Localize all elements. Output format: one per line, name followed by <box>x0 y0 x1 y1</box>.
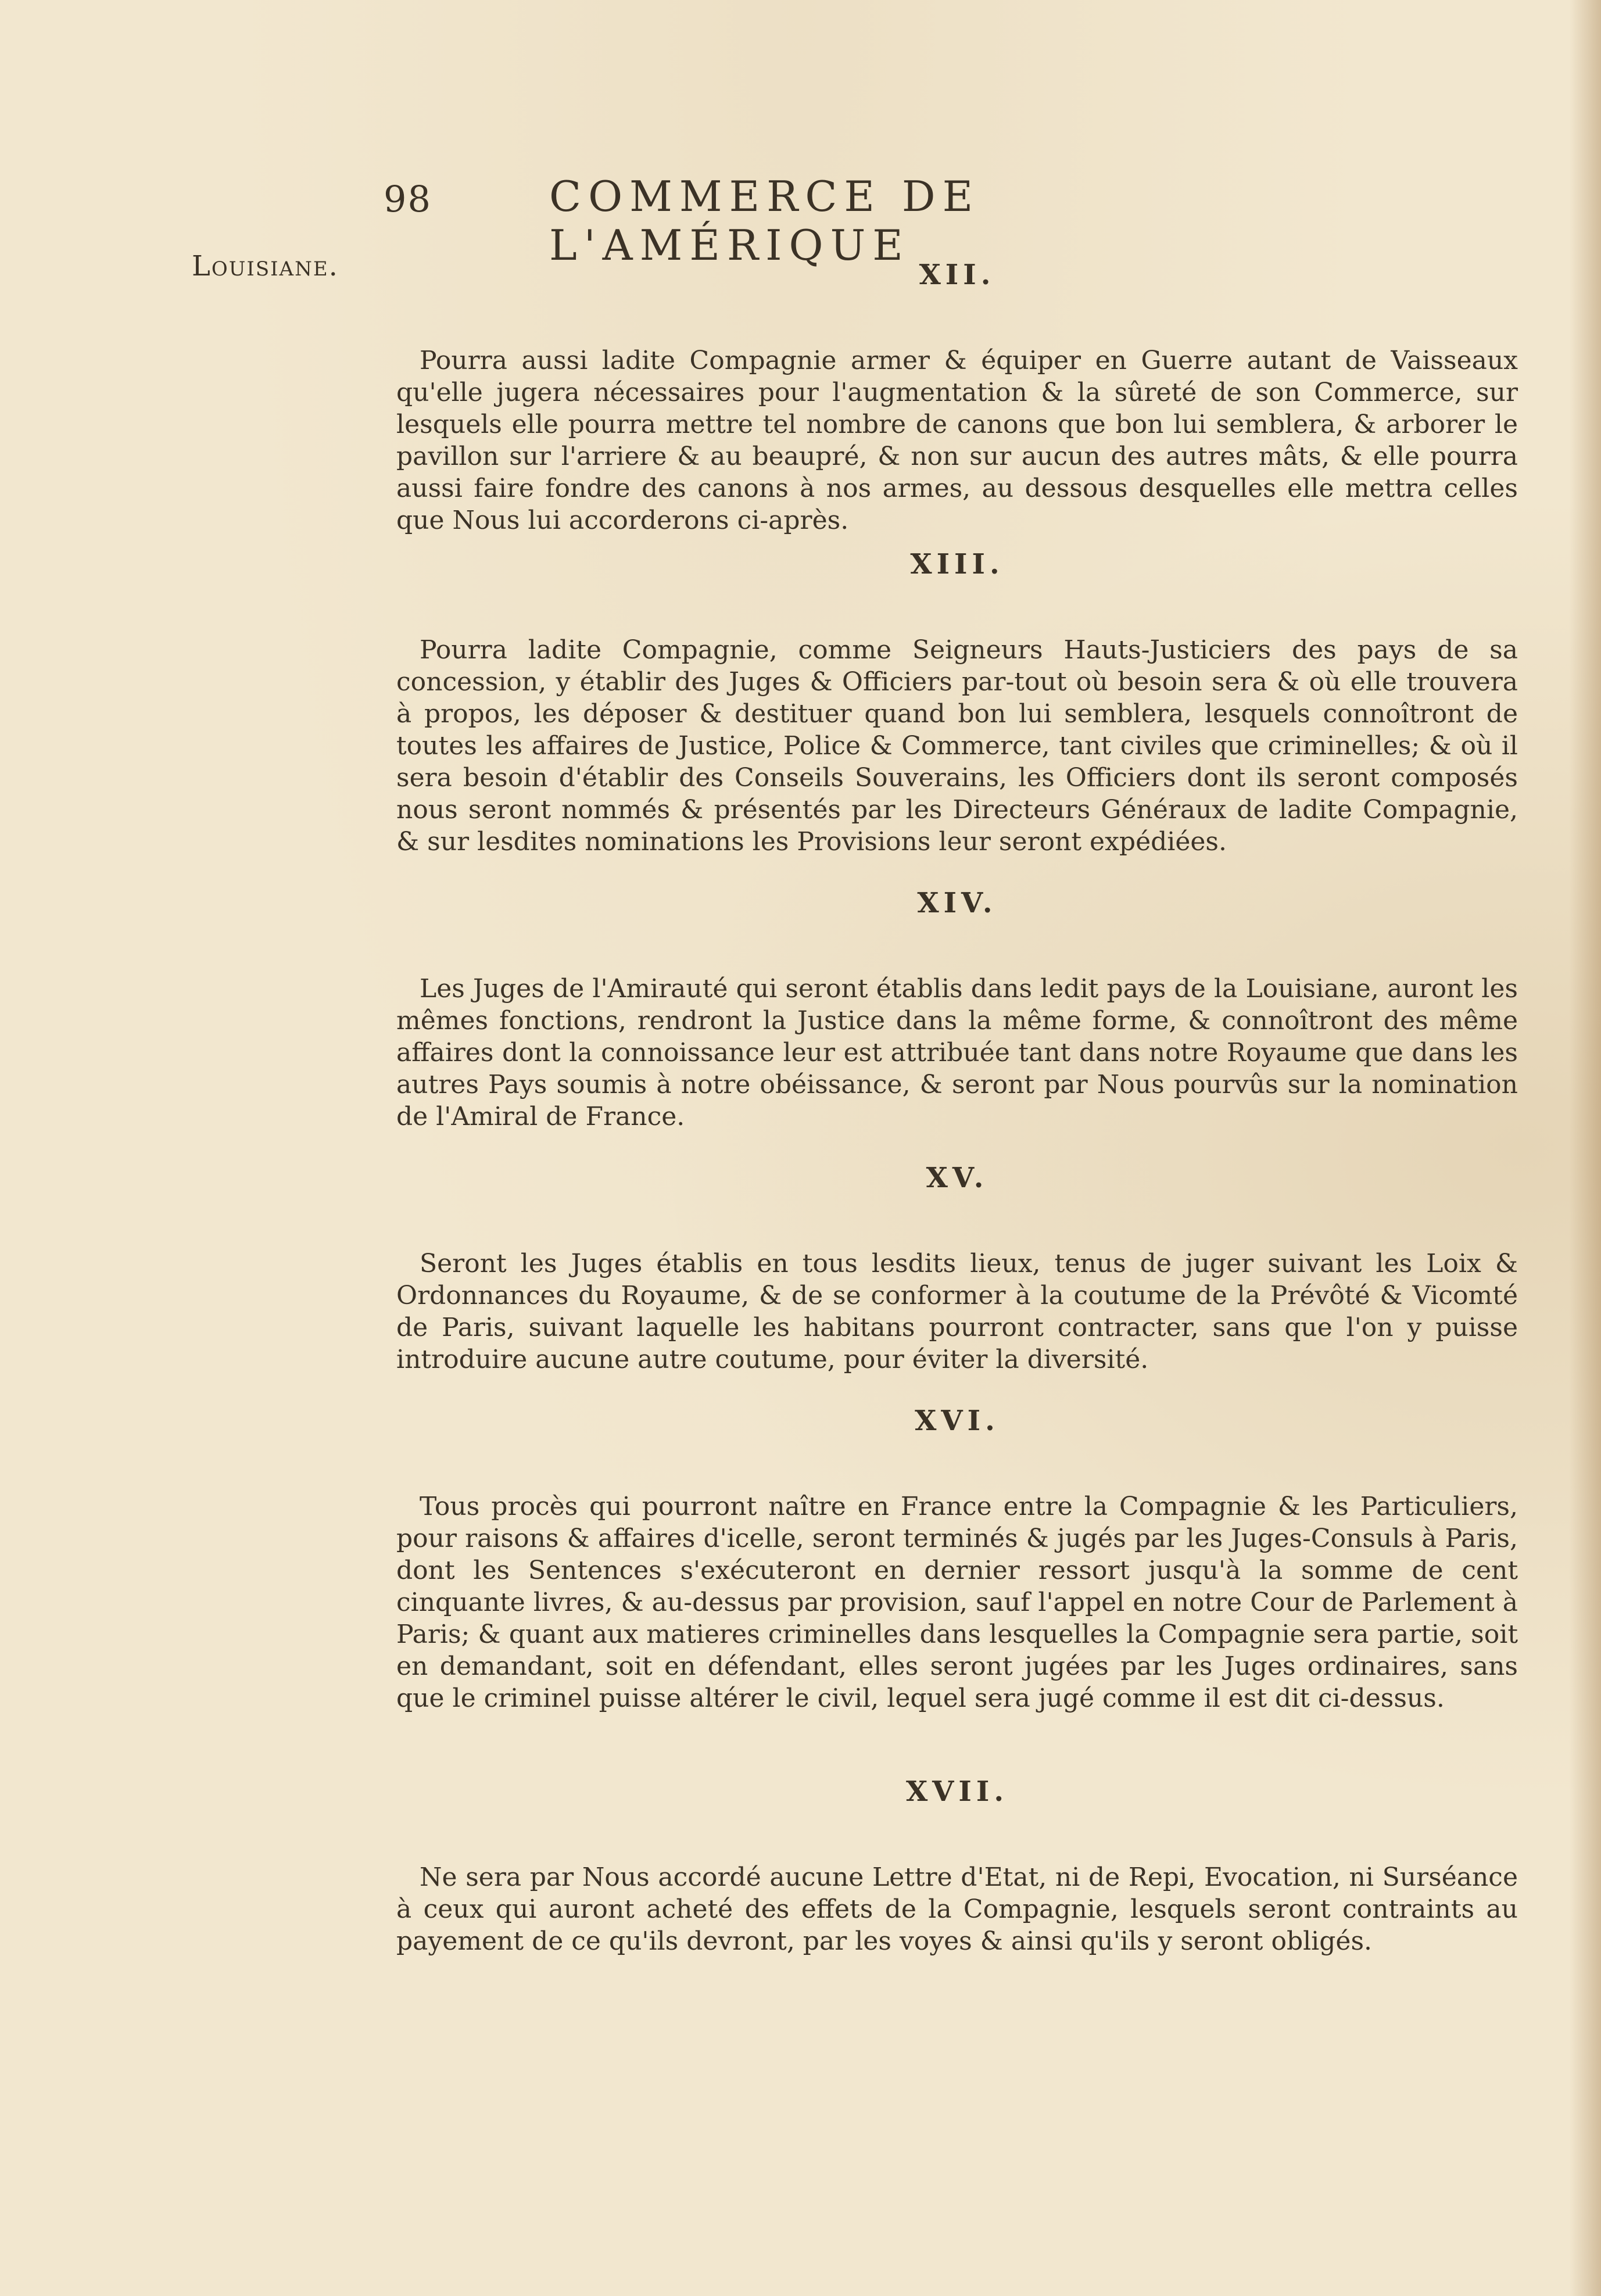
article-text: Ne sera par Nous accordé aucune Lettre d'Etat, ni de Repi, Evocation, ni Surséance à ceux qui auront acheté des effets de la Compagnie, lesquels seront contraints au payement de ce qu'ils devront, par les voyes & ainsi qu'ils y seront obligés. <box>396 1862 1518 1956</box>
article-15 <box>396 1162 1518 1376</box>
article-number: XII. <box>919 259 995 291</box>
article-text: Les Juges de l'Amirauté qui seront établis dans ledit pays de la Louisiane, auront les mêmes fonctions, rendront la Justice dans la même forme, & connoîtront des même affaires dont la connoissance leur est attribuée tant dans notre Royaume que dans les autres Pays soumis à notre obéissance, & seront par Nous pourvûs sur la nomination de l'Amiral de France. <box>396 974 1518 1131</box>
article-text: Pourra aussi ladite Compagnie armer & équiper en Guerre autant de Vaisseaux qu'elle jugera nécessaires pour l'augmentation & la sûreté de son Commerce, sur lesquels elle pourra mettre tel nombre de canons que bon lui semblera, & arborer le pavillon sur l'arriere & au beaupré, & non sur aucun des autres mâts, & elle pourra aussi faire fondre des canons à nos armes, au dessous desquelles elle mettra celles que Nous lui accorderons ci-après. <box>396 346 1518 535</box>
document-body <box>396 253 1518 1957</box>
article-number: XIII. <box>910 548 1004 581</box>
article-13 <box>396 548 1518 858</box>
article-16 <box>396 1405 1518 1746</box>
article-number: XV. <box>926 1162 988 1194</box>
article-number: XVII. <box>905 1775 1009 1808</box>
article-17 <box>396 1775 1518 1957</box>
margin-note: Louisiane. <box>192 250 339 282</box>
article-number: XIV. <box>917 887 997 919</box>
article-text: Seront les Juges établis en tous lesdits lieux, tenus de juger suivant les Loix & Ordonnances du Royaume, & de se conformer à la coutume de la Prévôté & Vicomté de Paris, suivant laquelle les habitans pourront contracter, sans que l'on y puisse introduire aucune autre coutume, pour éviter la diversité. <box>396 1249 1518 1374</box>
page-number: 98 <box>384 178 432 220</box>
page-title: COMMERCE DE L'AMÉRIQUE <box>549 172 980 270</box>
article-text: Tous procès qui pourront naître en France entre la Compagnie & les Particuliers, pour raisons & affaires d'icelle, seront terminés & jugés par les Juges-Consuls à Paris, dont les Sentences s'exécuteront en dernier ressort jusqu'à la somme de cent cinquante livres, & au-dessus par provision, sauf l'appel en notre Cour de Parlement à Paris; & quant aux matieres criminelles dans lesquelles la Compagnie sera partie, soit en demandant, soit en défendant, elles seront jugées par les Juges ordinaires, sans que le criminel puisse altérer le civil, lequel sera jugé comme il est dit ci-dessus. <box>396 1492 1518 1713</box>
article-14 <box>396 887 1518 1133</box>
running-head <box>372 172 1360 270</box>
article-text: Pourra ladite Compagnie, comme Seigneurs Hauts-Justiciers des pays de sa concession, y établir des Juges & Officiers par-tout où besoin sera & où elle trouvera à propos, les déposer & destituer quand bon lui semblera, lesquels connoîtront de toutes les affaires de Justice, Police & Commerce, tant civiles que criminelles; & où il sera besoin d'établir des Conseils Souverains, les Officiers dont ils seront composés nous seront nommés & présentés par les Directeurs Généraux de ladite Compagnie, & sur lesdites nominations les Provisions leur seront expédiées. <box>396 635 1518 857</box>
article-12 <box>396 259 1518 536</box>
page-edge-shadow <box>1569 0 1601 2296</box>
article-number: XVI. <box>915 1405 1000 1437</box>
